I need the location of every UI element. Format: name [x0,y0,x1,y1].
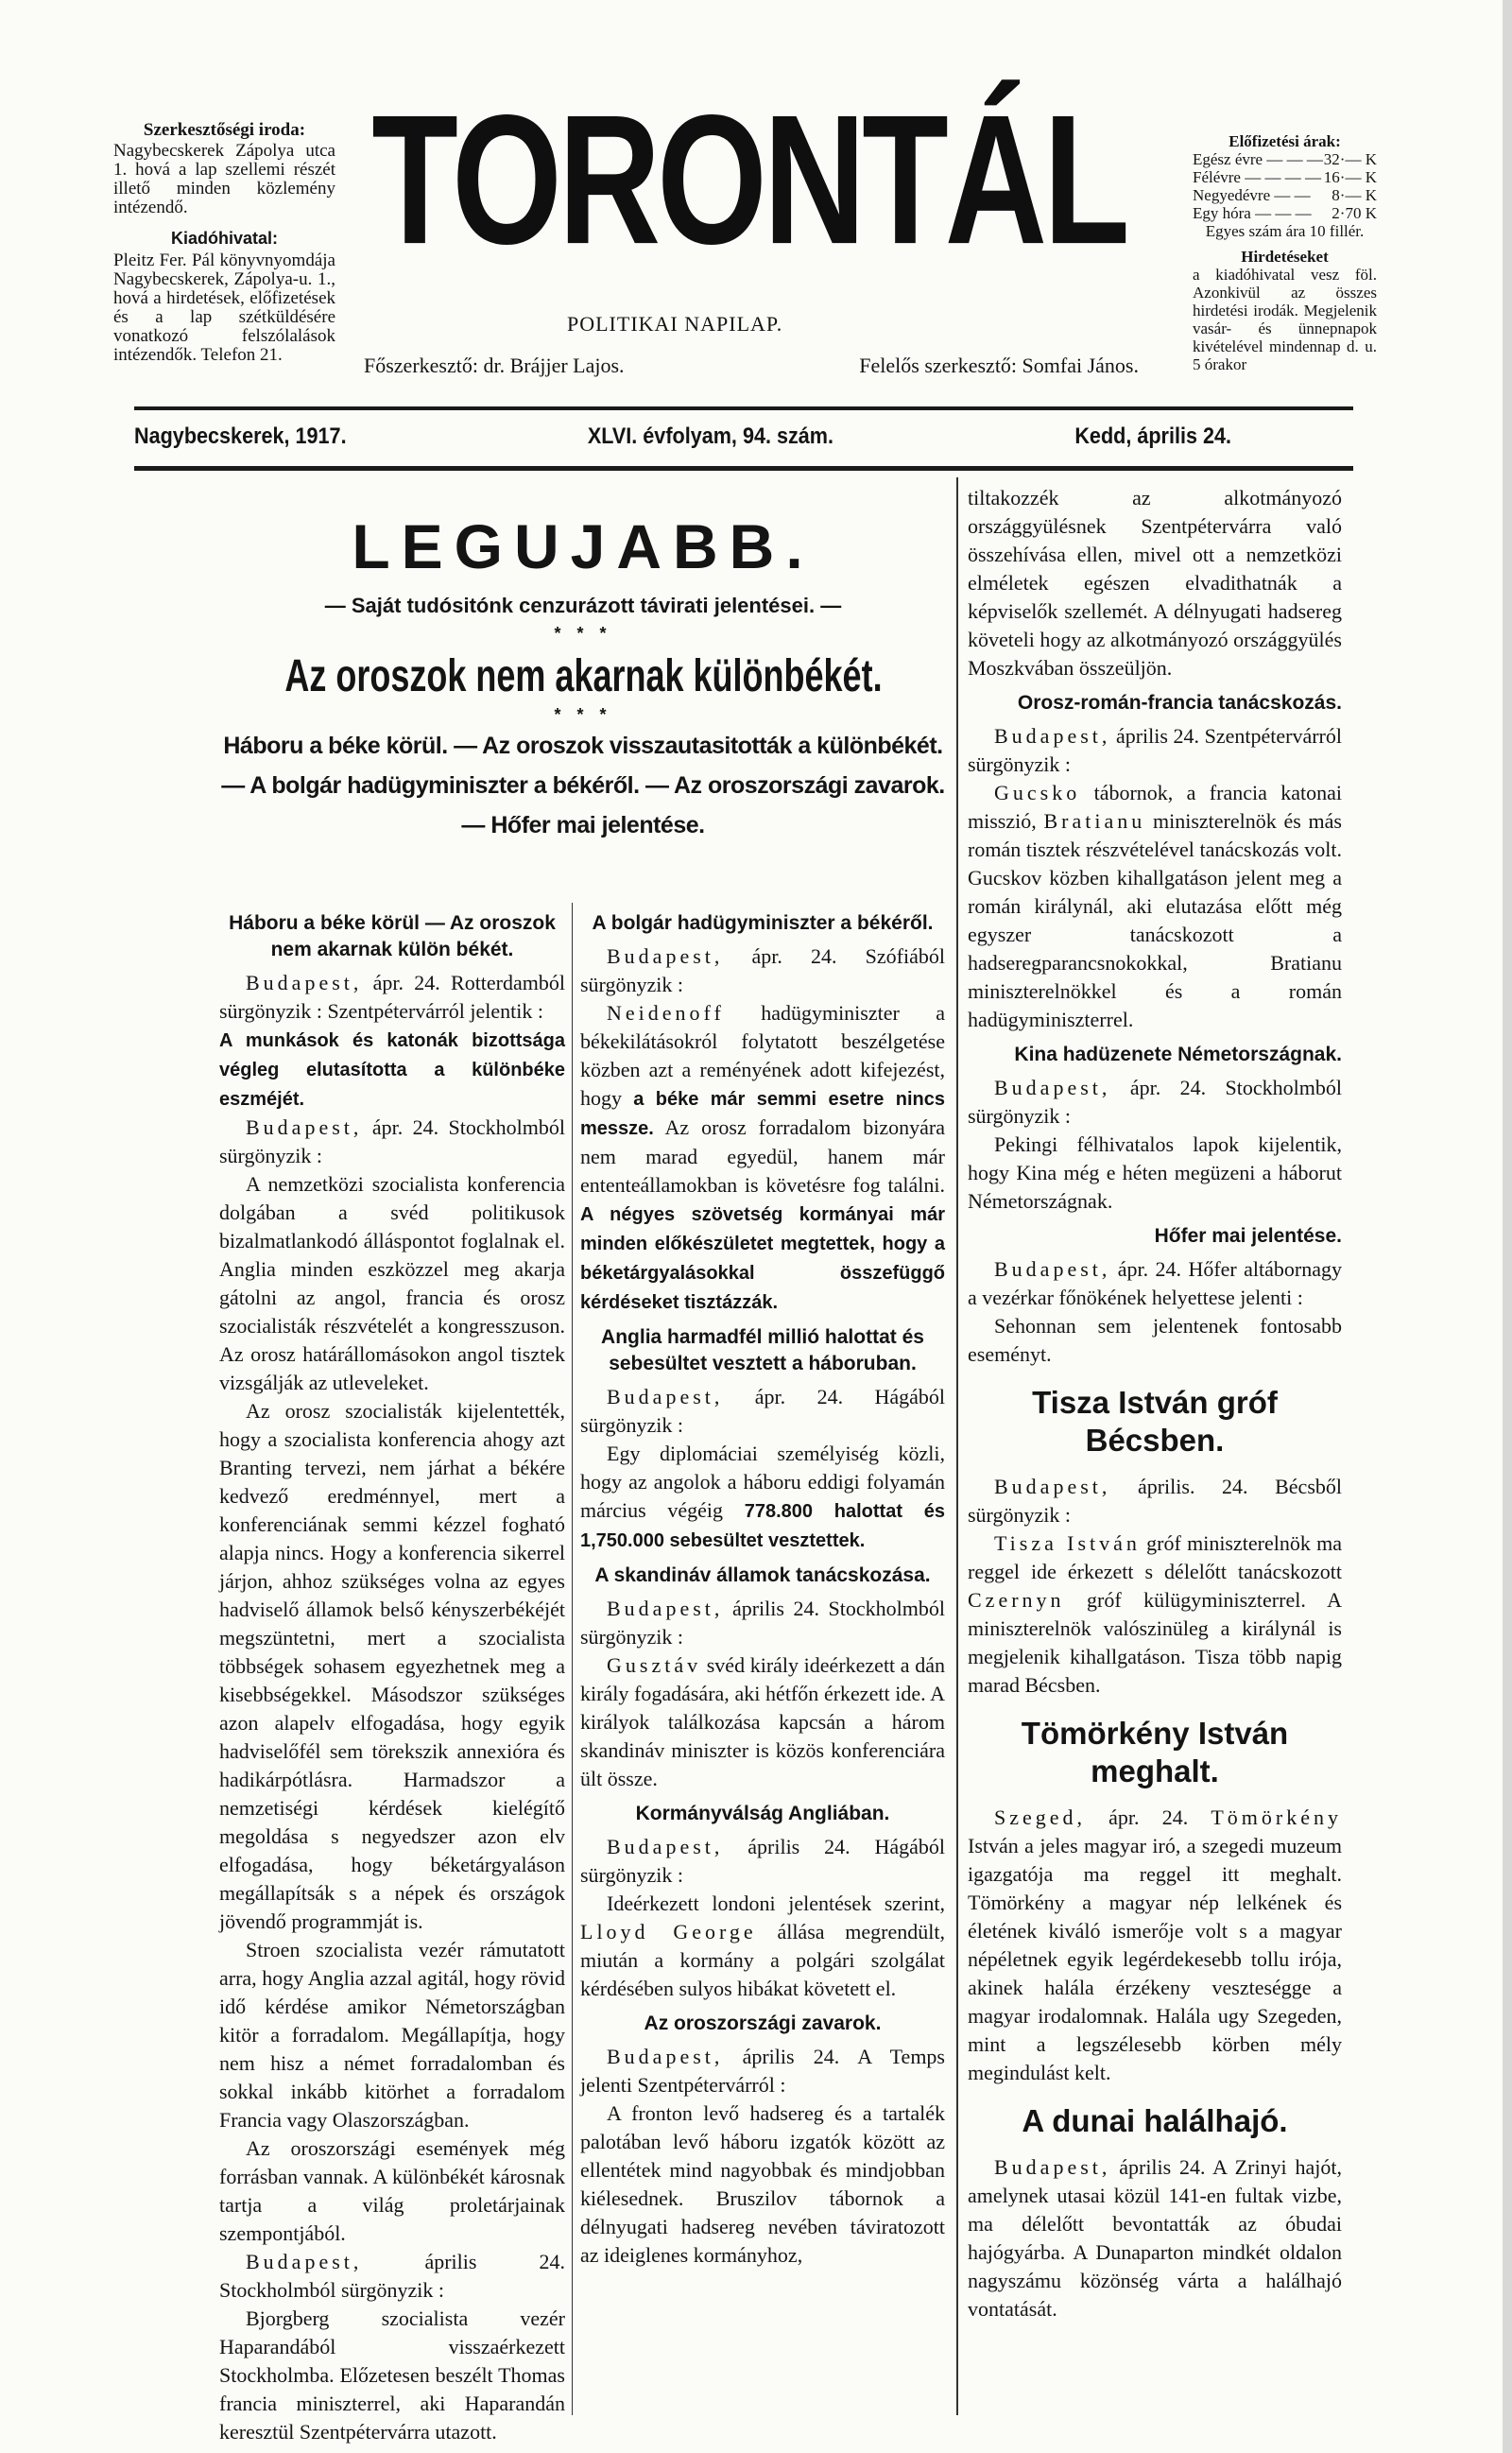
body-text: Egy diplomáciai személyiség közli, hogy az angolok a háboru eddigi folyamán március végéig [580,1442,945,1522]
body-text: Sehonnan sem jelentenek fontosabb eseményt. [968,1314,1342,1366]
price-value: 32·— K [1323,150,1377,168]
article-paragraph [968,722,1342,779]
article-paragraph [580,1890,945,2003]
article-paragraph [219,1026,565,1114]
article-paragraph [219,1170,565,1397]
article-paragraph [219,969,565,1026]
editors-line [364,354,1139,378]
article-paragraph [968,779,1342,1034]
dateline-text: Szeged, [994,1805,1087,1829]
article-headline: A skandináv államok tanácskozása. [594,1564,931,1586]
body-text: április 24. A Zrinyi hajót, amelynek utasai közül 141-en fultak vizbe, ma délelőtt bevontatták az óbudai hajógyárba. A Dunaparton mindkét oldalon nagyszámu közönség várta a halálhajó vontatását. [968,2155,1342,2321]
place-year: Nagybecskerek, 1917. [134,423,347,449]
body-text: ápr. 24. Stockholmból sürgönyzik : [968,1076,1342,1128]
body-text: ápr. 24. Stockholmból sürgönyzik : [219,1115,565,1167]
body-text: A nemzetközi szocialista konferencia dolgában a svéd politikusok bizalmatlankodó álláspontot foglalnak el. Anglia minden eszközzel meg akarja gátolni az angol, francia és orosz szocialisták részvételét a kongresszuson. Az orosz határállomásokon angol tisztek vizsgálják az utleveleket. [219,1172,565,1394]
publisher-text: Pleitz Fer. Pál könyvnyomdája Nagybecskerek, Zápolya-u. 1., hová a hirdetések, előfizetések és a lap szétküldésére vonatkozó felszólalások intézendők. Telefon 21. [113,250,335,365]
article-headline-large: A dunai halálhajó. [1022,2103,1288,2138]
dateline-text: Budapest, [246,2250,363,2273]
dateline-text: Budapest, [994,1257,1111,1281]
article-column-middle [580,903,945,2270]
price-row [1193,168,1377,186]
body-text: Ideérkezett londoni jelentések szerint, [607,1892,945,1915]
dateline-text: Gusztáv [607,1653,702,1677]
article-paragraph [968,1074,1342,1131]
dateline-text: Czernyn [968,1588,1065,1612]
price-label: Félévre — — — — [1193,168,1321,186]
dateline-rule [134,466,1353,471]
body-text: Stroen szocialista vezér rámutatott arra, hogy Anglia azzal agitál, hogy rövid idő kérdése amikor Németországban kitör a forradalom. Megállapítja, hogy nem hisz a német forradalomban és sokkal inkább kitörhet a forradalom Francia vagy Olaszországban. [219,1938,565,2132]
editor-in-chief: Főszerkesztő: dr. Brájjer Lajos. [364,354,625,377]
dateline-text: Budapest, [994,1475,1111,1498]
emphasis-text: A négyes szövetség kormányai már minden előkészületet megtettek, hogy a béketárgyalásokkal összefüggő kérdéseket tisztázzák. [580,1204,945,1313]
body-text: állása megrendült, miután a kormány a polgári szolgálat kérdésében sulyos hibákat követett el. [580,1920,945,2000]
article-headline: Kina hadüzenete Németországnak. [1014,1044,1342,1065]
body-text: Bjorgberg szocialista vezér Haparandából visszaérkezett Stockholmba. Előzetesen beszélt Thomas francia miniszterrel, aki Haparandán keresztül Szentpétervárra utazott. [219,2306,565,2444]
body-text: április 24. Stockholmból sürgönyzik : [580,1597,945,1649]
ads-title: Hirdetéseket [1241,248,1329,266]
article-paragraph [968,1473,1342,1529]
body-text: Az orosz szocialisták kijelentették, hogy a szocialista konferencia ahogy azt Branting tervezi, nem járhat a békére kedvező eredménnyel, mert a konferenciának semmi kézzel fogható alapja nincs. Hogy a konferencia sikerrel járjon, ahhoz szükséges volna az egyes hadviselő államok belső kényszerbékéjét megszüntetni, mert a szocialista többségek sohasem egyezhetnek meg a kisebbségekkel. Másodszor szükséges azon alapelv elfogadása, hogy egyik hadviselőfél sem törekszik annexióra és hadikárpótlásra. Harmadszor a nemzetiségi kérdések kielégítő megoldása s negyedszer azon elv elfogadása, hogy béketárgyaláson megállapítsák s a népek és országok jövendő programmját is. [219,1399,565,1933]
section-kicker: LEGUJABB. [352,511,815,581]
body-text: Pekingi félhivatalos lapok kijelentik, hogy Kina még e héten megüzeni a háborut Németországnak. [968,1132,1342,1213]
header-rule [134,406,1353,410]
issue-date: Kedd, április 24. [1074,423,1231,449]
price-row [1193,186,1377,204]
dateline-text: Budapest, [607,1835,724,1858]
masthead-subtitle: POLITIKAI NAPILAP. [567,312,783,336]
editorial-office-text: Nagybecskerek Zápolya utca 1. hová a lap szellemi részét illető minden közlemény intézendő. [113,141,335,217]
body-text: miniszterelnök és más román tisztek részvételével tanácskozás volt. Gucskov közben kihallgatáson jelent meg a román királynál, aki elutazása előtt még egyszer tanácskozott a hadseregparancsnokokkal, Bratianu miniszterelnökkel és a román hadügyminiszterrel. [968,809,1342,1031]
lead-headline: Az oroszok nem akarnak különbékét. [284,651,883,701]
body-text: április 24. A Temps jelenti Szentpétervárról : [580,2045,945,2097]
article-paragraph [968,1131,1342,1216]
article-paragraph [968,484,1342,682]
body-text: ápr. 24. Szófiából sürgönyzik : [580,944,945,996]
single-copy-price: Egyes szám ára 10 fillér. [1205,222,1365,240]
body-text: április 24. Szentpétervárról sürgönyzik : [968,724,1342,776]
article-paragraph [580,999,945,1317]
article-headline: Hőfer mai jelentése. [1154,1225,1342,1247]
price-value: 2·70 K [1332,204,1377,222]
article-paragraph [968,1529,1342,1700]
article-paragraph [580,1440,945,1555]
dateline-text: Gucsko [994,781,1081,804]
article-paragraph [580,2099,945,2270]
dateline-text: Bratianu [1043,809,1146,833]
body-text: tábornok, a francia katonai misszió, [968,781,1342,833]
price-value: 8·— K [1332,186,1377,204]
body-text: tiltakozzék az alkotmányozó országgyülésnek Szentpétervárra való összehívása ellen, mivel ott a nemzetközi elméletek egészen elvadithatnák a képviselők szellemét. A délnyugati hadsereg követeli hogy az alkotmányozó országgyülés Moszkvában összeüljön. [968,486,1342,680]
column-divider [956,477,958,2415]
dateline-text: Budapest, [994,1076,1111,1099]
article-paragraph [968,1312,1342,1369]
price-value: 16·— K [1323,168,1377,186]
article-headline: A bolgár hadügyminiszter a békéről. [592,912,934,934]
ads-text: a kiadóhivatal vesz föl. Azonkivül az összes hirdetési irodák. Megjelenik vasár- és ünnepnapok kivételével mindennap d. u. 5 órakor [1193,266,1377,373]
masthead-logo-area [364,76,1134,283]
body-text: István a jeles magyar iró, a szegedi muzeum igazgatója ma reggel itt meghalt. Tömörkény a magyar nép lelkének és életének kiváló ismerője volt s a magyar népéletnek egyik legérdekesebb tollu irója, akinek halála érzékeny veszteségge a magyar irodalomnak. Halála ugy Szegeden, mint a legszélesebb körben mély megindulást kelt. [968,1834,1342,2084]
article-headline: Az oroszországi zavarok. [644,2012,882,2034]
body-text: április. 24. Bécsből sürgönyzik : [968,1475,1342,1527]
article-paragraph [219,2305,565,2446]
emphasis-text: A munkások és katonák bizottsága végleg elutasította a különbéke eszméjét. [219,1030,565,1110]
price-label: Egy hóra — — — [1193,204,1312,222]
price-label: Negyedévre — — [1193,186,1311,204]
body-text: ápr. 24. Hőfer altábornagy a vezérkar főnökének helyettese jelenti : [968,1257,1342,1309]
article-paragraph [968,1804,1342,2087]
article-paragraph [219,2248,565,2305]
article-headline: Anglia harmadfél millió halottat és sebesültet vesztett a háboruban. [601,1326,924,1374]
article-paragraph [219,1936,565,2134]
dateline-text: Lloyd George [580,1920,757,1943]
price-row [1193,150,1377,168]
body-text: ápr. 24. [1086,1805,1211,1829]
masthead-logo: TORONTÁL [371,76,1126,283]
dateline-text: Budapest, [607,2045,724,2068]
body-text: svéd király ideérkezett a dán király fogadására, aki hétfőn érkezett ide. A királyok találkozása kapcsán a három skandináv miniszter is közös konferenciára ült össze. [580,1653,945,1790]
dateline-text: Budapest, [607,1597,724,1620]
article-paragraph [580,1651,945,1793]
dateline-text: Budapest, [246,971,363,994]
article-paragraph [219,1114,565,1170]
editorial-office-title: Szerkesztőségi iroda: [143,120,306,140]
body-text: Az orosz forradalom bizonyára nem marad egyedül, hanem már ententeállamokban is követésre fog találni. [580,1115,945,1197]
article-paragraph [580,942,945,999]
article-headline-large: Tisza István gróf Bécsben. [1032,1385,1278,1458]
article-column-right [968,484,1342,2323]
lead-headline-area [219,650,947,707]
lead-subtitle: — Saját tudósitónk cenzurázott távirati jelentései. — [324,594,842,617]
dateline-text: Budapest, [607,1385,724,1408]
lead-summary: Háboru a béke körül. — Az oroszok visszautasitották a különbékét. — A bolgár hadügyminiszter a békéről. — Az oroszországi zavarok. — Hőfer mai jelentése. [221,733,945,838]
dateline-text: Neidenoff [607,1001,725,1025]
article-paragraph [580,1595,945,1651]
publisher-title: Kiadóhivatal: [170,229,279,248]
article-paragraph [968,2153,1342,2323]
article-paragraph [580,1833,945,1890]
dateline-text: Budapest, [246,1115,363,1139]
body-text: hadügyminiszter a békekilátásokról folytatott beszélgetése közben azt a reményének adott kifejezést, hogy [580,1001,945,1110]
article-headline: Háboru a béke körül — Az oroszok nem akarnak külön békét. [229,912,556,960]
dateline-text: Tömörkény [1211,1805,1342,1829]
article-paragraph [219,1397,565,1936]
body-text: ápr. 24. Hágából sürgönyzik : [580,1385,945,1437]
responsible-editor: Felelős szerkesztő: Somfai János. [859,354,1139,377]
body-text: április 24. Stockholmból sürgönyzik : [219,2250,565,2302]
price-row [1193,204,1377,222]
article-paragraph [968,1255,1342,1312]
article-headline: Orosz-román-francia tanácskozás. [1017,692,1342,714]
dateline-text: Budapest, [994,724,1111,748]
dateline-text: Budapest, [607,944,724,968]
column-divider [572,903,573,2415]
stars-divider: * * * [554,624,612,643]
article-column-left [219,903,565,2446]
dateline [134,423,1231,450]
article-paragraph [580,2043,945,2099]
body-text: A fronton levő hadsereg és a tartalék palotában levő háboru izgatók között az ellentétek mind nagyobbak és mindjobban kiélesednek. Bruszilov tábornok a délnyugati hadsereg nevében táviratozott az ideiglenes kormányhoz, [580,2101,945,2267]
body-text: Az oroszországi események még forrásban vannak. A különbékét károsnak tartja a világ proletárjainak szempontjából. [219,2136,565,2245]
article-paragraph [580,1383,945,1440]
body-text: ápr. 24. Rotterdamból sürgönyzik : Szentpétervárról jelentik : [219,971,565,1023]
emphasis-text: 778.800 halottat és 1,750.000 sebesültet vesztettek. [580,1501,945,1551]
dateline-text: Budapest, [994,2155,1111,2179]
price-label: Egész évre — — — [1193,150,1323,168]
dateline-text: Tisza István [994,1531,1141,1555]
issue-number: XLVI. évfolyam, 94. szám. [587,423,834,449]
article-paragraph [219,2134,565,2248]
body-text: április 24. Hágából sürgönyzik : [580,1835,945,1887]
scan-edge [1503,0,1512,2453]
editorial-office-box [113,121,335,365]
emphasis-text: a béke már semmi esetre nincs messze. [580,1089,945,1139]
article-headline: Kormányválság Angliában. [635,1803,890,1824]
body-text: gróf külügyminiszterrel. A miniszterelnök valószinüleg a királynál is megjelenik kihallgatáson. Tisza több napig marad Bécsben. [968,1588,1342,1697]
prices-title: Előfizetési árak: [1228,132,1341,150]
body-text: gróf miniszterelnök ma reggel ide érkezett s délelőtt tanácskozott [968,1531,1342,1583]
prices-box [1193,132,1377,373]
article-headline-large: Tömörkény István meghalt. [1021,1716,1289,1788]
stars-divider: * * * [554,705,612,724]
